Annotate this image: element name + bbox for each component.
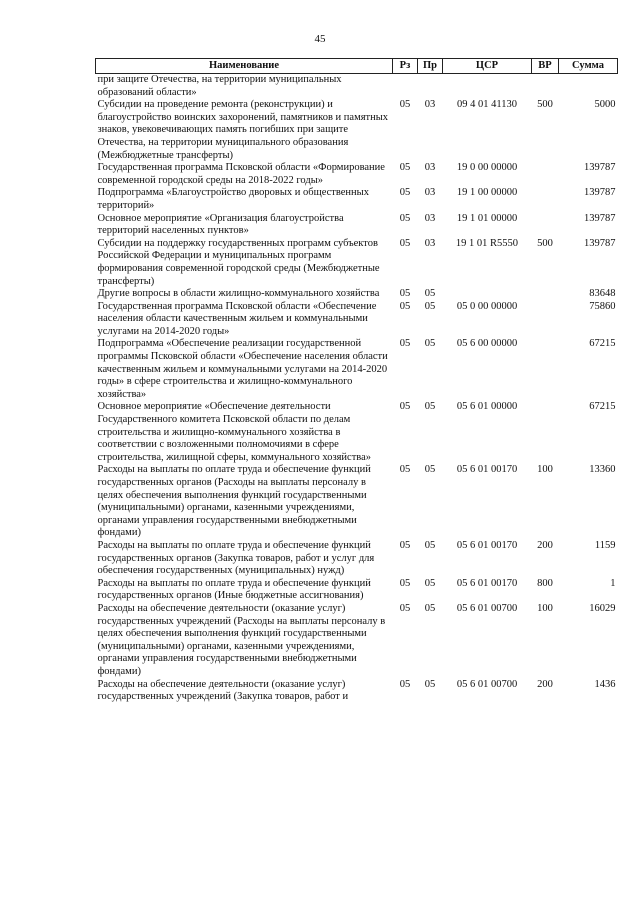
cell-pr — [418, 74, 443, 100]
header-csr: ЦСР — [443, 59, 532, 74]
cell-name: при защите Отечества, на территории муниципальных образований области» — [97, 74, 342, 98]
cell-csr — [443, 74, 532, 100]
cell-pr: 05 — [424, 300, 436, 312]
table-header — [96, 59, 618, 74]
cell-vr: 200 — [537, 678, 553, 690]
cell-vr: 800 — [537, 577, 553, 589]
cell-vr — [532, 401, 559, 464]
cell-rz: 05 — [399, 237, 411, 249]
cell-vr — [532, 288, 559, 301]
cell-csr: 05 6 01 00170 — [456, 539, 518, 551]
cell-name: Основное мероприятие «Обеспечение деятельности Государственного комитета Псковской области по делам строительства и жилищно-коммунального хозяйства в соответствии с возложенными полномочиями в сфере строительства, жилищной сферы, коммунального хозяйства» — [97, 401, 372, 463]
table-row — [96, 238, 618, 288]
cell-pr: 03 — [424, 162, 436, 174]
cell-vr: 100 — [537, 464, 553, 476]
cell-vr: 100 — [537, 602, 553, 614]
cell-rz: 05 — [399, 300, 411, 312]
cell-sum: 1 — [610, 577, 616, 589]
cell-vr — [532, 162, 559, 187]
cell-csr: 05 6 00 00000 — [456, 338, 518, 350]
cell-rz: 05 — [399, 464, 411, 476]
header-sum: Сумма — [559, 59, 618, 74]
cell-name: Основное мероприятие «Организация благоустройства территорий населенных пунктов» — [97, 212, 344, 237]
cell-pr: 05 — [424, 577, 436, 589]
table-row — [96, 187, 618, 212]
cell-sum: 139787 — [584, 162, 616, 174]
cell-pr: 05 — [424, 678, 436, 690]
cell-rz: 05 — [399, 401, 411, 413]
cell-name: Субсидии на поддержку государственных программ субъектов Российской Федерации и муниципальных программ формирования современной городской среды (Межбюджетные трансферты) — [97, 237, 380, 287]
cell-sum: 1436 — [594, 678, 616, 690]
cell-pr: 05 — [424, 338, 436, 350]
cell-name: Расходы на выплаты по оплате труда и обеспечение функций государственных органов (Закупка товаров, работ и услуг для обеспечения государственных (муниципальных) нужд) — [97, 539, 375, 577]
cell-sum: 67215 — [589, 338, 616, 350]
cell-sum: 13360 — [589, 464, 616, 476]
cell-vr — [532, 301, 559, 339]
cell-csr: 05 6 01 00170 — [456, 464, 518, 476]
cell-rz: 05 — [399, 577, 411, 589]
budget-table — [95, 58, 618, 704]
cell-rz: 05 — [399, 602, 411, 614]
cell-name: Другие вопросы в области жилищно-коммунального хозяйства — [97, 288, 380, 300]
cell-name: Подпрограмма «Благоустройство дворовых и общественных территорий» — [97, 187, 369, 211]
cell-rz: 05 — [399, 678, 411, 690]
table-row — [96, 288, 618, 301]
cell-name: Государственная программа Псковской области «Формирование современной городской среды на 2018-2022 годы» — [97, 162, 385, 186]
cell-rz: 05 — [399, 288, 411, 300]
cell-vr — [532, 187, 559, 212]
table-row — [96, 213, 618, 238]
cell-rz: 05 — [399, 212, 411, 224]
table-row — [96, 401, 618, 464]
cell-sum: 16029 — [589, 602, 616, 614]
cell-rz: 05 — [399, 338, 411, 350]
page-number: 45 — [314, 33, 326, 45]
cell-vr — [532, 74, 559, 100]
cell-csr: 05 6 01 00170 — [456, 577, 518, 589]
header-name: Наименование — [96, 59, 393, 74]
cell-pr: 03 — [424, 99, 436, 111]
table-row — [96, 99, 618, 162]
cell-sum: 75860 — [589, 300, 616, 312]
cell-name: Расходы на обеспечение деятельности (оказание услуг) государственных учреждений (Закупка товаров, работ и — [97, 678, 349, 703]
table-row — [96, 578, 618, 603]
cell-csr: 19 1 01 00000 — [456, 212, 518, 224]
cell-pr: 05 — [424, 602, 436, 614]
table-row — [96, 162, 618, 187]
cell-csr: 05 6 01 00000 — [456, 401, 518, 413]
cell-pr: 03 — [424, 187, 436, 199]
cell-sum — [559, 74, 618, 100]
cell-name: Подпрограмма «Обеспечение реализации государственной программы Псковской области «Обеспечение населения области качественным жильем и коммунальными услугами на 2014-2020 годы» в сфере строительства и жилищно-коммунального хозяйства» — [97, 338, 388, 400]
table-row — [96, 464, 618, 540]
table-row — [96, 74, 618, 100]
cell-rz: 05 — [399, 162, 411, 174]
header-row — [96, 59, 618, 74]
cell-sum: 5000 — [594, 99, 616, 111]
cell-name: Расходы на выплаты по оплате труда и обеспечение функций государственных органов (Расходы на выплаты персоналу в целях обеспечения выполнения функций государственными (муниципальными) органами, казенными учреждениями, органами управления государственными внебюджетными фондами) — [97, 464, 371, 539]
cell-name: Расходы на обеспечение деятельности (оказание услуг) государственных учреждений (Расходы на выплаты персоналу в целях обеспечения выполнения функций государственными (муниципальными) органами, казенными учреждениями, органами управления государственными внебюджетными фондами) — [97, 602, 386, 677]
cell-name: Государственная программа Псковской области «Обеспечение населения области качественным жильем и коммунальными услугами на 2014-2020 годы» — [97, 300, 377, 337]
cell-sum: 83648 — [589, 288, 616, 300]
cell-vr: 200 — [537, 539, 553, 551]
cell-pr: 05 — [424, 288, 436, 300]
cell-sum: 139787 — [584, 212, 616, 224]
cell-sum: 67215 — [589, 401, 616, 413]
cell-name: Субсидии на проведение ремонта (реконструкции) и благоустройство воинских захоронений, памятников и памятных знаков, увековечивающих память погибших при защите Отечества, на территории муниципального образования (Межбюджетные трансферты) — [97, 99, 389, 161]
cell-sum: 139787 — [584, 237, 616, 249]
header-vr: ВР — [532, 59, 559, 74]
table-row — [96, 540, 618, 578]
cell-rz: 05 — [399, 539, 411, 551]
table-row — [96, 338, 618, 401]
table-row — [96, 603, 618, 679]
cell-csr: 05 6 01 00700 — [456, 602, 518, 614]
cell-pr: 05 — [424, 464, 436, 476]
cell-csr: 05 6 01 00700 — [456, 678, 518, 690]
cell-csr: 19 1 01 R5550 — [455, 237, 519, 249]
table-row — [96, 679, 618, 704]
cell-csr: 19 1 00 00000 — [456, 187, 518, 199]
cell-sum: 139787 — [584, 187, 616, 199]
cell-csr — [443, 288, 532, 301]
cell-pr: 03 — [424, 212, 436, 224]
cell-sum: 1159 — [594, 539, 616, 551]
cell-pr: 05 — [424, 401, 436, 413]
cell-rz: 05 — [399, 99, 411, 111]
cell-csr: 09 4 01 41130 — [457, 99, 517, 111]
cell-vr — [532, 338, 559, 401]
cell-name: Расходы на выплаты по оплате труда и обеспечение функций государственных органов (Иные бюджетные ассигнования) — [97, 577, 371, 602]
cell-csr: 05 0 00 00000 — [456, 300, 518, 312]
table-body — [96, 74, 618, 704]
header-pr: Пр — [418, 59, 443, 74]
table-row — [96, 301, 618, 339]
cell-vr — [532, 213, 559, 238]
cell-rz: 05 — [399, 187, 411, 199]
cell-rz — [393, 74, 418, 100]
cell-csr: 19 0 00 00000 — [456, 162, 518, 174]
cell-pr: 03 — [424, 237, 436, 249]
cell-pr: 05 — [424, 539, 436, 551]
header-rz: Рз — [393, 59, 418, 74]
cell-vr: 500 — [537, 237, 553, 249]
cell-vr: 500 — [537, 99, 553, 111]
